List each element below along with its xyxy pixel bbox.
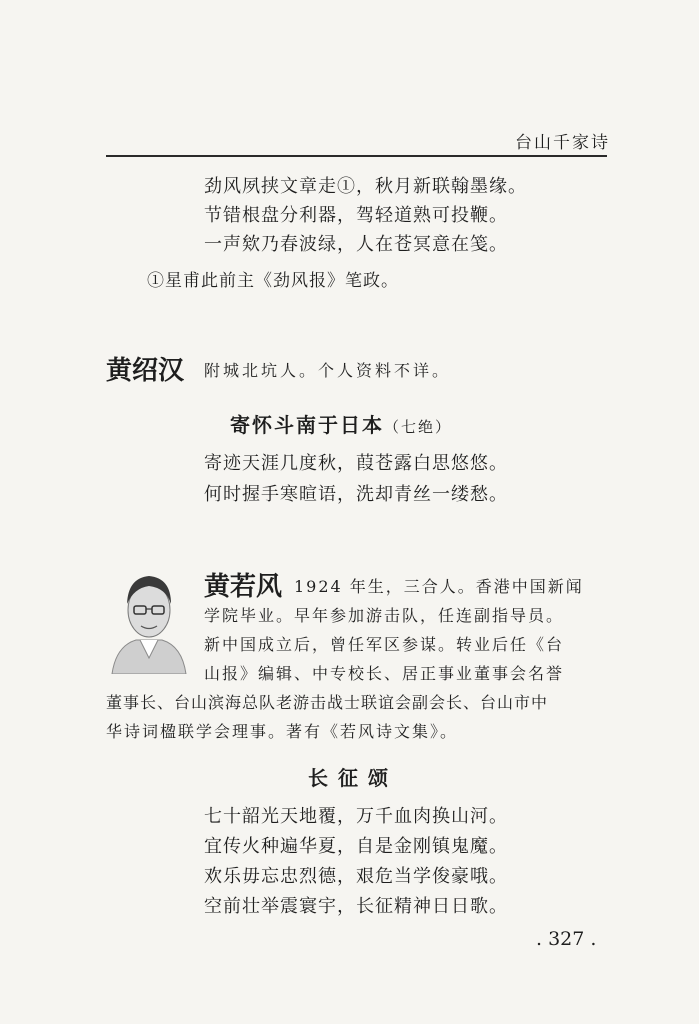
author-bio-line: 学院毕业。早年参加游击队，任连副指导员。 [204,606,565,625]
header-rule [106,155,607,157]
author-name: 黄若风 [204,572,283,602]
poem-line: 欢乐毋忘忠烈德，艰危当学俊豪哦。 [204,866,508,887]
author-bio-line: 1924 年生，三合人。香港中国新闻 [294,577,584,596]
author-bio-line: 华诗词楹联学会理事。著有《若风诗文集》。 [106,722,459,741]
author-info: 附城北坑人。个人资料不详。 [204,361,452,380]
poem-title-text: 寄怀斗南于日本 [230,413,384,437]
poem-title [230,409,452,438]
running-header: 台山千家诗 [515,133,610,153]
footnote: ①星甫此前主《劲风报》笔政。 [147,271,399,291]
author-bio-line: 新中国成立后，曾任军区参谋。转业后任《台 [204,635,565,654]
author-bio-line: 董事长、台山滨海总队老游击战士联谊会副会长、台山市中 [106,693,549,712]
author-bio-line: 山报》编辑、中专校长、居正事业董事会名誉 [204,664,565,683]
poem-line: 宜传火种遍华夏，自是金刚镇鬼魔。 [204,836,508,857]
poem-line: 节错根盘分利器，驾轻道熟可投鞭。 [204,205,508,226]
poem-line: 劲风夙挟文章走①，秋月新联翰墨缘。 [204,176,527,197]
author-name: 黄绍汉 [106,356,185,386]
poem-line: 何时握手寒暄语，洗却青丝一缕愁。 [204,484,508,505]
page-number: . 327 . [536,928,597,950]
poem-form: （七绝） [384,418,453,436]
poem-title: 长征颂 [308,766,398,790]
poem-line: 空前壮举震寰宇，长征精神日日歌。 [204,896,508,917]
poem-line: 七十韶光天地覆，万千血肉换山河。 [204,806,508,827]
poem-line: 寄迹天涯几度秋，葭苍露白思悠悠。 [204,453,508,474]
author-portrait [110,566,188,674]
poem-line: 一声欸乃春波绿，人在苍冥意在笺。 [204,234,508,255]
